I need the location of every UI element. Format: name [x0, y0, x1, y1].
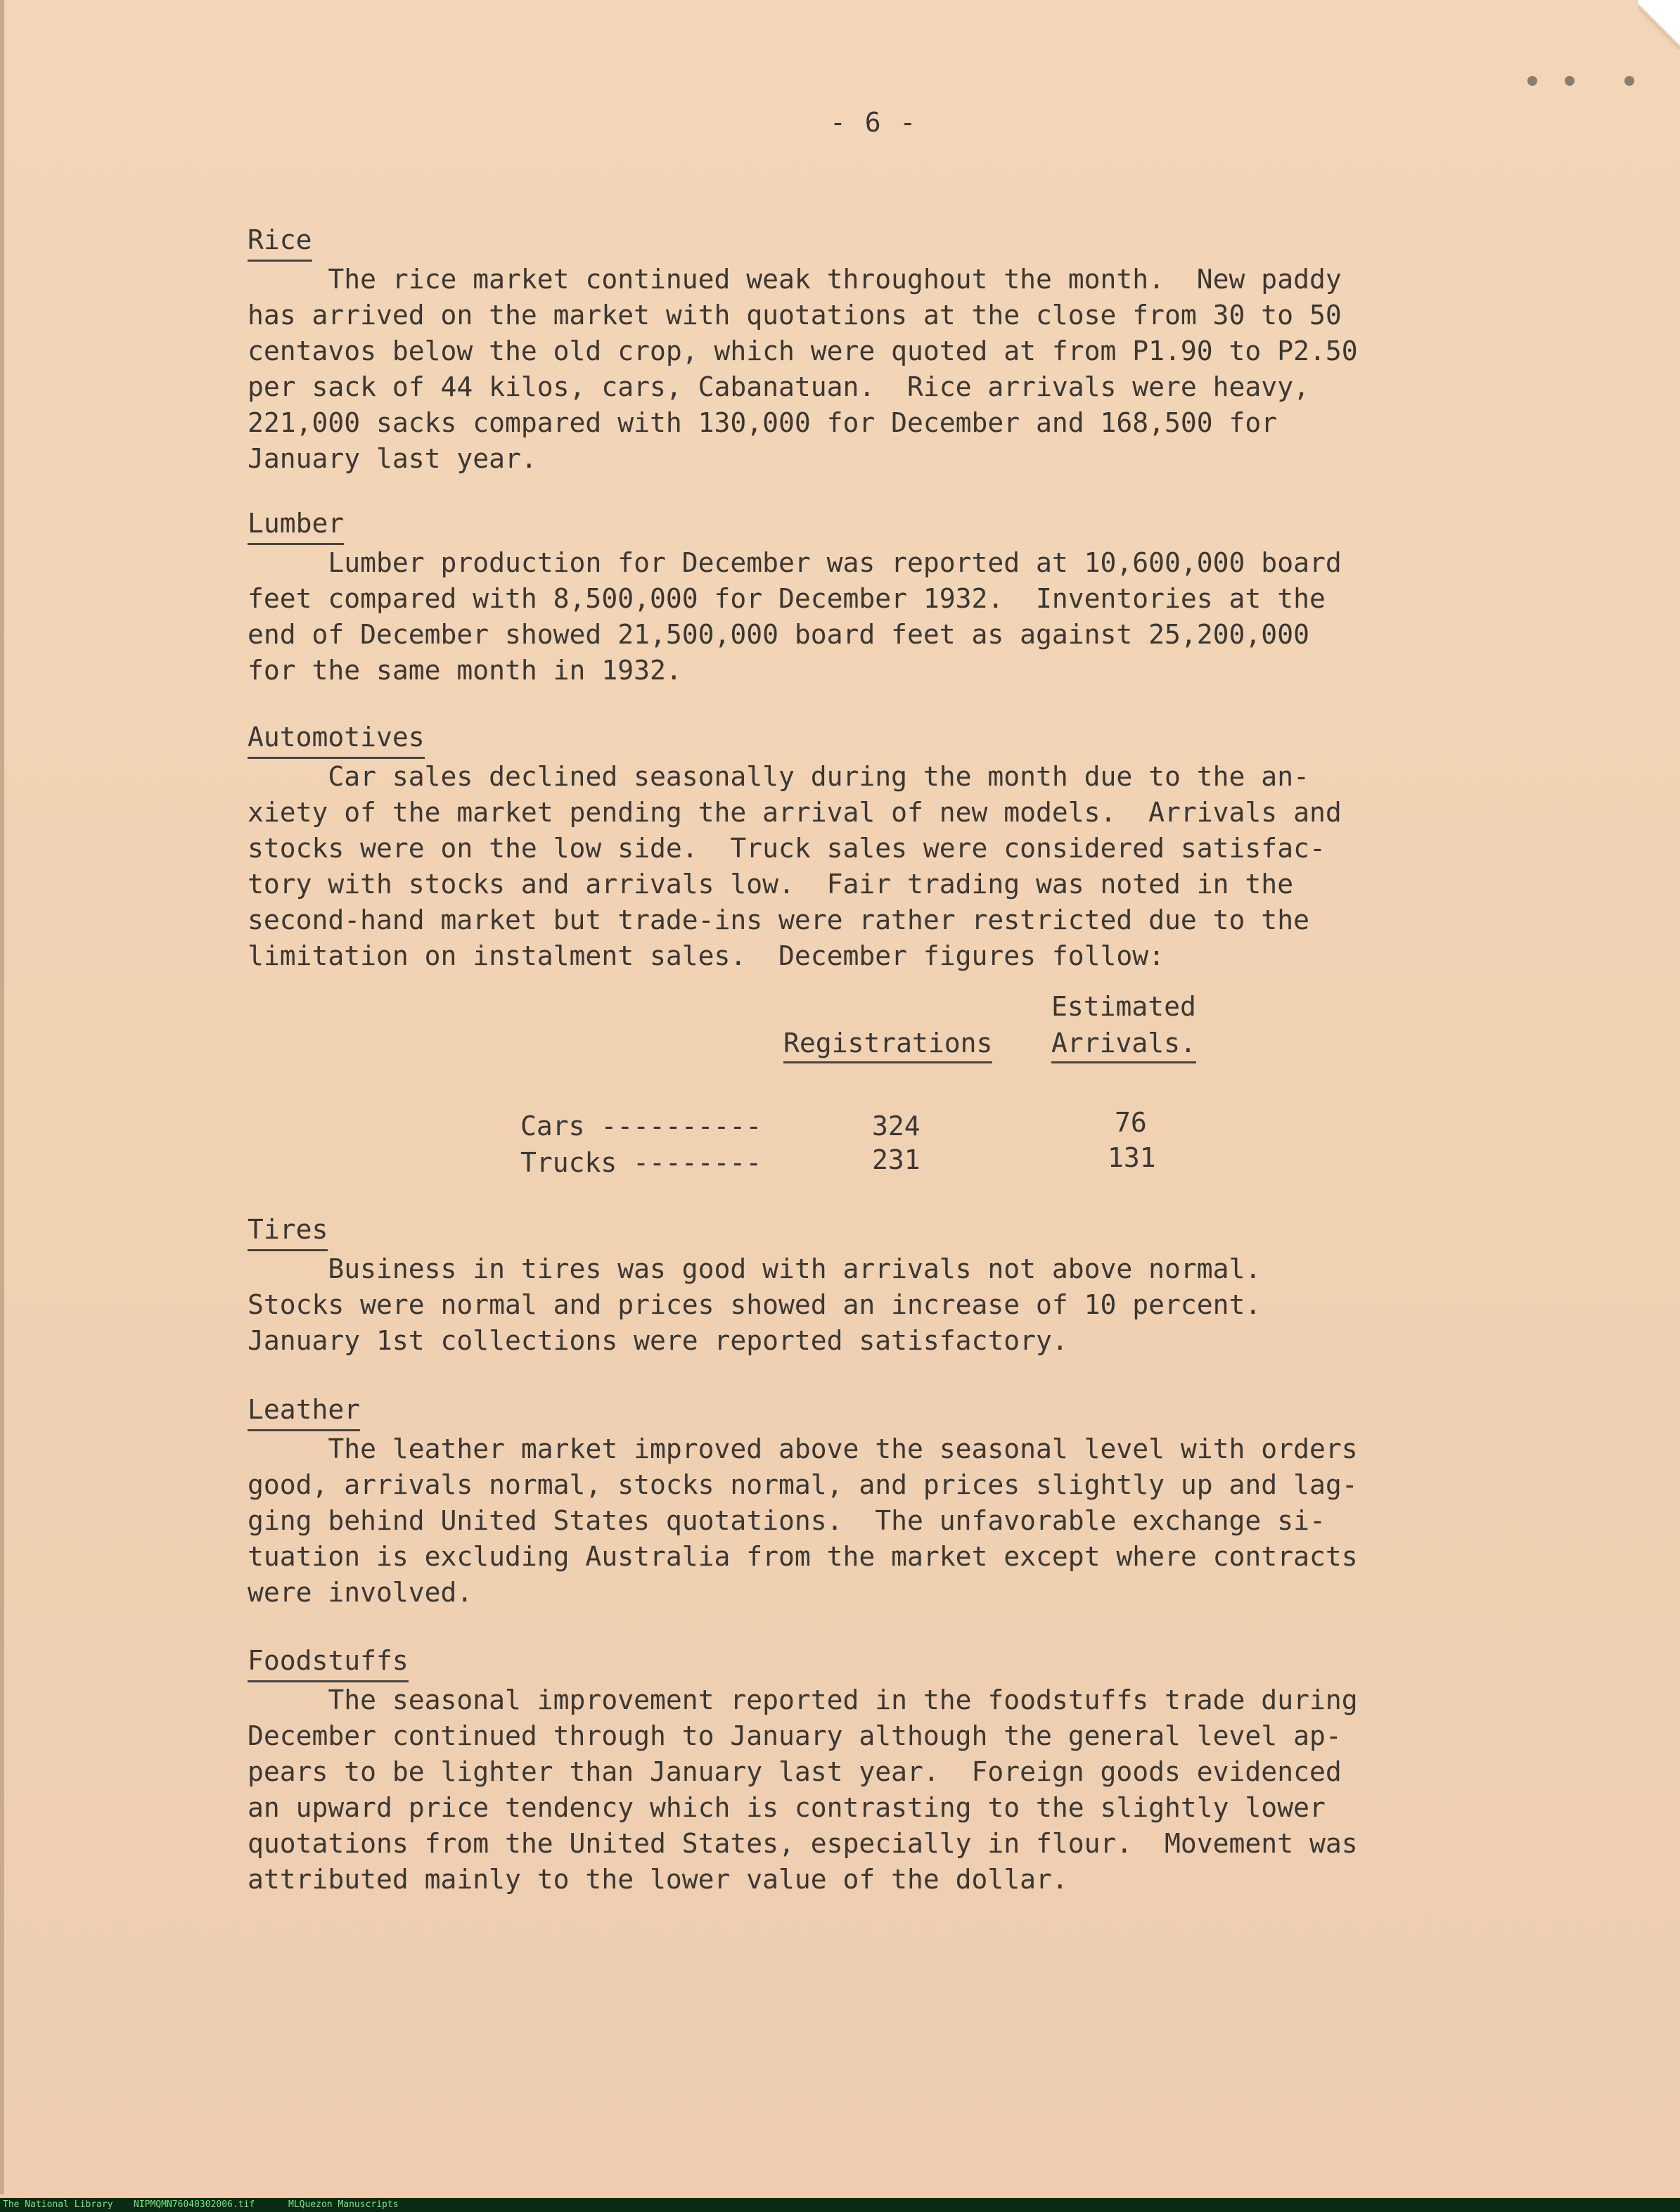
section-heading: Lumber [248, 505, 344, 545]
section-heading: Rice [248, 222, 312, 262]
scan-footer-bar [0, 2198, 1680, 2212]
section-heading: Leather [248, 1391, 360, 1431]
section-paragraph: Business in tires was good with arrivals not above normal. Stocks were normal and prices showed an increase of 10 percent. January 1st collections were reported satisfactory. [248, 1253, 1262, 1356]
section-heading: Automotives [248, 719, 425, 759]
section-paragraph: Car sales declined seasonally during the month due to the an- xiety of the market pending the arrival of new models. Arrivals and stocks were on the low side. Truck sales were considered satisfac- tory with stocks and arrivals low. Fair trading was noted in the second-hand market but trade-ins were rather restricted due to the limitation on instalment sales. December figures follow: [248, 761, 1342, 971]
footer-collection: MLQuezon Manuscripts [288, 2199, 399, 2210]
column-header-arrivals: Arrivals. [1051, 1025, 1196, 1063]
section-paragraph: The seasonal improvement reported in the foodstuffs trade during December continued through to January although the general level ap- pears to be lighter than January last year. Foreign goods evidenced an upward price tendency which is contrasting to the slightly lower quotations from the United States, especially in flour. Movement was attributed mainly to the lower value of the dollar. [248, 1684, 1358, 1895]
column-header-registrations: Registrations [783, 1025, 992, 1063]
table-cell-registrations: 231 [872, 1144, 921, 1175]
table-row-label: Cars ---------- [520, 1111, 762, 1142]
table-cell-registrations: 324 [872, 1111, 921, 1142]
column-header-estimated: Estimated [1051, 991, 1196, 1022]
section-foodstuffs [248, 1642, 1485, 1898]
table-cell-arrivals: 131 [1108, 1142, 1156, 1173]
section-heading: Foodstuffs [248, 1642, 409, 1682]
punch-hole-mark [1624, 76, 1634, 86]
section-automotives [248, 719, 1485, 974]
punch-hole-mark [1527, 76, 1537, 86]
section-leather [248, 1391, 1485, 1611]
section-paragraph: The leather market improved above the seasonal level with orders good, arrivals normal, stocks normal, and prices slightly up and lag- ging behind United States quotations. The unfavorable exchange si- tuation is excluding Australia from the market except where contracts were involved. [248, 1433, 1358, 1608]
section-paragraph: The rice market continued weak throughout the month. New paddy has arrived on the market with quotations at the close from 30 to 50 centavos below the old crop, which were quoted at from P1.90 to P2.50 per sack of 44 kilos, cars, Cabanatuan. Rice arrivals were heavy, 221,000 sacks compared with 130,000 for December and 168,500 for January last year. [248, 264, 1358, 474]
table-row-label: Trucks -------- [520, 1147, 762, 1178]
page-number: - 6 - [830, 107, 918, 138]
punch-hole-mark [1565, 76, 1575, 86]
section-rice [248, 222, 1485, 477]
section-heading: Tires [248, 1211, 328, 1251]
footer-filename: NIPMQMN76040302006.tif [134, 2199, 255, 2210]
page-left-edge [0, 0, 4, 2194]
section-lumber [248, 505, 1485, 689]
footer-library: The National Library [3, 2199, 113, 2210]
page-corner-fold [1638, 0, 1680, 49]
section-paragraph: Lumber production for December was reported at 10,600,000 board feet compared with 8,500,000 for December 1932. Inventories at the end of December showed 21,500,000 board feet as against 25,200,000 for the same month in 1932. [248, 547, 1342, 686]
table-cell-arrivals: 76 [1115, 1107, 1147, 1138]
section-tires [248, 1211, 1485, 1359]
automotives-figures-table [506, 988, 1280, 1185]
